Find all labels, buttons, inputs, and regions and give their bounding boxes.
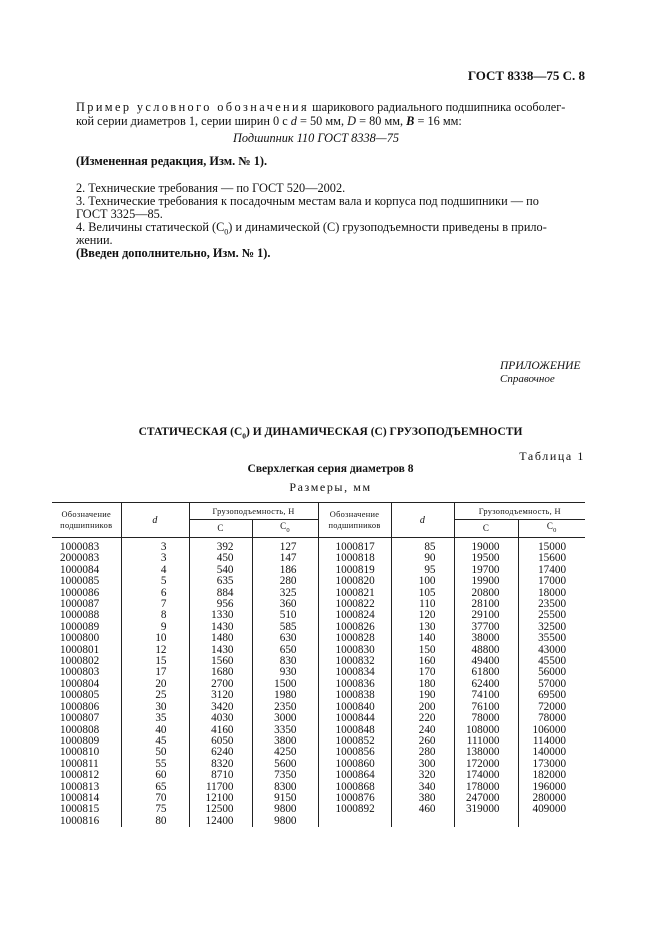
- col-header-d: d: [391, 503, 454, 538]
- cell-designation: 1000810: [60, 746, 100, 759]
- cell-d: 120: [391, 610, 454, 621]
- cell-d: 12: [121, 645, 189, 656]
- cell-c: 174000: [454, 770, 518, 781]
- cell-d: 30: [121, 702, 189, 713]
- cell-c0: 510: [252, 610, 318, 621]
- cell-designation: 1000804: [60, 677, 100, 690]
- cell-d: 340: [391, 782, 454, 793]
- cell-c: 6240: [189, 747, 252, 758]
- table-row: [52, 793, 585, 804]
- cell-d: 7: [121, 599, 189, 610]
- col-header-c: С: [454, 520, 518, 538]
- intro-text: = 50 мм,: [296, 114, 348, 128]
- subscript: 0: [242, 431, 247, 441]
- cell-c0: 43000: [518, 645, 585, 656]
- cell-c0: 360: [252, 599, 318, 610]
- cell-designation: 1000802: [60, 655, 100, 668]
- cell-d: [391, 816, 454, 827]
- cell-c: 635: [189, 576, 252, 587]
- c0-base: С: [546, 521, 554, 532]
- cell-d: 260: [391, 736, 454, 747]
- cell-d: 60: [121, 770, 189, 781]
- cell-c0: 147: [252, 553, 318, 564]
- col-header-designation: Обозначение подшипников: [318, 503, 391, 538]
- cell-d: 300: [391, 759, 454, 770]
- cell-c: 2700: [189, 679, 252, 690]
- cell-d: 35: [121, 713, 189, 724]
- cell-c: 392: [189, 538, 252, 554]
- cell-c0: 114000: [518, 736, 585, 747]
- cell-c0: 32500: [518, 622, 585, 633]
- cell-d: 380: [391, 793, 454, 804]
- cell-d: 15: [121, 656, 189, 667]
- cell-designation: 1000892: [318, 804, 391, 815]
- cell-c0: 17000: [518, 576, 585, 587]
- table-row: [52, 782, 585, 793]
- cell-designation: 1000864: [318, 770, 391, 781]
- col-header-c: С: [189, 520, 252, 538]
- cell-c: 12100: [189, 793, 252, 804]
- col-header-load: Грузоподъемность, Н: [189, 503, 318, 520]
- table-row: [52, 667, 585, 678]
- cell-c: 138000: [454, 747, 518, 758]
- cell-designation: 1000868: [318, 782, 391, 793]
- table-row: [52, 736, 585, 747]
- cell-c0: 4250: [252, 747, 318, 758]
- series-title: Сверхлегкая серия диаметров 8: [247, 463, 414, 475]
- cell-c0: 57000: [518, 679, 585, 690]
- table-row: [52, 588, 585, 599]
- table-row: [52, 565, 585, 576]
- table-row: [52, 816, 585, 827]
- table-row: [52, 770, 585, 781]
- cell-d: 8: [121, 610, 189, 621]
- cell-designation: 1000088: [60, 609, 100, 622]
- cell-designation: [318, 816, 391, 827]
- cell-designation: 1000803: [60, 666, 100, 679]
- intro-text: кой серии диаметров 1, серии ширин 0 с: [76, 114, 291, 128]
- cell-c: 11700: [189, 782, 252, 793]
- intro-text: = 80 мм,: [356, 114, 407, 128]
- cell-c: 3120: [189, 690, 252, 701]
- c0-subscript: 0: [286, 526, 290, 534]
- cell-d: 20: [121, 679, 189, 690]
- cell-c: 76100: [454, 702, 518, 713]
- cell-c0: 23500: [518, 599, 585, 610]
- cell-designation: 1000814: [60, 791, 100, 804]
- cell-designation: 1000811: [60, 757, 99, 770]
- section-title: [0, 425, 661, 443]
- cell-c: 319000: [454, 804, 518, 815]
- cell-c: 37700: [454, 622, 518, 633]
- cell-c: 20800: [454, 588, 518, 599]
- cell-d: 25: [121, 690, 189, 701]
- clause-4-text: 4. Величины статической (С: [76, 220, 225, 234]
- table-row: [52, 679, 585, 690]
- cell-c0: 186: [252, 565, 318, 576]
- cell-c: 1680: [189, 667, 252, 678]
- cell-c: 19000: [454, 538, 518, 554]
- cell-d: 9: [121, 622, 189, 633]
- cell-designation: 1000800: [60, 632, 100, 645]
- cell-d: 3: [121, 553, 189, 564]
- cell-d: 140: [391, 633, 454, 644]
- table-row: [52, 713, 585, 724]
- cell-d: 10: [121, 633, 189, 644]
- cell-d: 5: [121, 576, 189, 587]
- cell-designation: 1000086: [60, 586, 100, 599]
- cell-c: 49400: [454, 656, 518, 667]
- var-d: d: [290, 114, 297, 128]
- table-row: [52, 610, 585, 621]
- intro-line-1: [76, 100, 565, 114]
- cell-c: 178000: [454, 782, 518, 793]
- cell-d: 190: [391, 690, 454, 701]
- table-row: [52, 553, 585, 564]
- cell-designation: 1000822: [318, 599, 391, 610]
- cell-d: 4: [121, 565, 189, 576]
- intro-lead-spaced: Пример условного обозначения: [76, 100, 310, 114]
- table-row: [52, 725, 585, 736]
- table-body: [52, 538, 585, 828]
- cell-c: 19900: [454, 576, 518, 587]
- cell-c0: 9800: [252, 816, 318, 827]
- cell-c0: 140000: [518, 747, 585, 758]
- table-row: [52, 690, 585, 701]
- cell-c: 74100: [454, 690, 518, 701]
- cell-c: 6050: [189, 736, 252, 747]
- cell-d: 105: [391, 588, 454, 599]
- cell-c0: 35500: [518, 633, 585, 644]
- cell-c: 111000: [454, 736, 518, 747]
- cell-designation: 1000805: [60, 689, 100, 702]
- cell-c0: 127: [252, 538, 318, 554]
- col-header-load: Грузоподъемность, Н: [454, 503, 585, 520]
- cell-c: 1330: [189, 610, 252, 621]
- cell-c0: 930: [252, 667, 318, 678]
- c0-subscript: 0: [553, 526, 557, 534]
- cell-d: 110: [391, 599, 454, 610]
- intro-text: = 16 мм:: [414, 114, 462, 128]
- cell-c0: 78000: [518, 713, 585, 724]
- title-text: СТАТИЧЕСКАЯ (С: [138, 426, 243, 438]
- cell-c: 8320: [189, 759, 252, 770]
- cell-c0: 3000: [252, 713, 318, 724]
- cell-c0: 45500: [518, 656, 585, 667]
- clause-4-text: ) и динамической (С) грузоподъемности приведены в прило-: [228, 220, 547, 234]
- intro-line-2: [76, 114, 462, 128]
- cell-d: 100: [391, 576, 454, 587]
- cell-designation: 1000813: [60, 780, 100, 793]
- cell-d: 65: [121, 782, 189, 793]
- cell-designation: 1000815: [60, 803, 100, 816]
- c0-base: С: [280, 521, 287, 532]
- cell-designation: 1000817: [318, 538, 391, 554]
- cell-d: 80: [121, 816, 189, 827]
- cell-d: 6: [121, 588, 189, 599]
- cell-c0: 585: [252, 622, 318, 633]
- cell-c0: 1500: [252, 679, 318, 690]
- cell-c: 61800: [454, 667, 518, 678]
- cell-designation: 1000806: [60, 700, 100, 713]
- cell-designation: 1000089: [60, 620, 100, 633]
- col-header-d: d: [121, 503, 189, 538]
- cell-c0: 3350: [252, 725, 318, 736]
- cell-d: 70: [121, 793, 189, 804]
- appendix-kind: Справочное: [500, 373, 555, 385]
- cell-c: 28100: [454, 599, 518, 610]
- cell-designation: 1000801: [60, 643, 100, 656]
- running-header: ГОСТ 8338—75 С. 8: [467, 68, 585, 83]
- cell-d: 460: [391, 804, 454, 815]
- cell-c: 956: [189, 599, 252, 610]
- cell-designation: 1000807: [60, 712, 100, 725]
- table-row: [52, 576, 585, 587]
- cell-c0: 182000: [518, 770, 585, 781]
- table-row: [52, 759, 585, 770]
- cell-d: 17: [121, 667, 189, 678]
- cell-c: 48800: [454, 645, 518, 656]
- table-row: [52, 747, 585, 758]
- cell-c: 29100: [454, 610, 518, 621]
- cell-d: 160: [391, 656, 454, 667]
- designation-example: Подшипник 110 ГОСТ 8338—75: [233, 131, 400, 145]
- cell-c0: [518, 816, 585, 827]
- cell-designation: 1000820: [318, 576, 391, 587]
- cell-c0: 3800: [252, 736, 318, 747]
- cell-designation: 1000085: [60, 575, 100, 588]
- load-rating-table: [52, 502, 585, 827]
- table-row: [52, 622, 585, 633]
- cell-c0: 325: [252, 588, 318, 599]
- cell-d: 75: [121, 804, 189, 815]
- cell-c: 108000: [454, 725, 518, 736]
- cell-c0: 7350: [252, 770, 318, 781]
- cell-c: 78000: [454, 713, 518, 724]
- cell-c: 38000: [454, 633, 518, 644]
- table-row: [52, 538, 585, 554]
- cell-designation: 1000083: [60, 541, 100, 553]
- dimensions-caption: Размеры, мм: [289, 480, 372, 494]
- table-row: [52, 656, 585, 667]
- cell-c: 884: [189, 588, 252, 599]
- cell-c: 247000: [454, 793, 518, 804]
- cell-designation: 1000087: [60, 598, 100, 611]
- cell-d: 3: [121, 538, 189, 554]
- cell-d: 55: [121, 759, 189, 770]
- var-B: B: [406, 114, 415, 128]
- cell-designation: 1000832: [318, 656, 391, 667]
- cell-d: 280: [391, 747, 454, 758]
- cell-c: 3420: [189, 702, 252, 713]
- table-row: [52, 702, 585, 713]
- cell-designation: 1000816: [60, 814, 100, 827]
- clause-3-line-2: ГОСТ 3325—85.: [76, 207, 163, 221]
- table-row: [52, 645, 585, 656]
- cell-designation: 1000838: [318, 690, 391, 701]
- cell-c: 1560: [189, 656, 252, 667]
- table-row: [52, 633, 585, 644]
- addition-note: (Введен дополнительно, Изм. № 1).: [76, 246, 271, 260]
- cell-d: 150: [391, 645, 454, 656]
- cell-designation: 1000844: [318, 713, 391, 724]
- cell-c: 540: [189, 565, 252, 576]
- title-text: ) И ДИНАМИЧЕСКАЯ (С) ГРУЗОПОДЪЕМНОСТИ: [246, 426, 523, 438]
- cell-designation: 1000821: [318, 588, 391, 599]
- cell-d: 200: [391, 702, 454, 713]
- cell-d: 95: [391, 565, 454, 576]
- cell-c0: 830: [252, 656, 318, 667]
- cell-c0: 8300: [252, 782, 318, 793]
- clause-2: 2. Технические требования — по ГОСТ 520—2002.: [76, 181, 346, 195]
- appendix-label: ПРИЛОЖЕНИЕ: [500, 360, 581, 372]
- cell-c0: 15600: [518, 553, 585, 564]
- cell-c0: 5600: [252, 759, 318, 770]
- cell-d: 320: [391, 770, 454, 781]
- cell-d: 240: [391, 725, 454, 736]
- cell-c0: 17400: [518, 565, 585, 576]
- cell-designation: 1000836: [318, 679, 391, 690]
- cell-designation: 1000809: [60, 734, 100, 747]
- cell-c: 4030: [189, 713, 252, 724]
- cell-c: 4160: [189, 725, 252, 736]
- cell-designation: 1000826: [318, 622, 391, 633]
- intro-line-1-rest: шарикового радиального подшипника особолег-: [309, 100, 566, 114]
- cell-c0: 25500: [518, 610, 585, 621]
- cell-c: [454, 816, 518, 827]
- cell-c0: 9800: [252, 804, 318, 815]
- cell-d: 90: [391, 553, 454, 564]
- cell-designation: 1000876: [318, 793, 391, 804]
- cell-designation: 1000818: [318, 553, 391, 564]
- cell-c: 172000: [454, 759, 518, 770]
- col-header-c0: [518, 520, 585, 538]
- cell-designation: 2000083: [60, 552, 100, 565]
- cell-c0: 18000: [518, 588, 585, 599]
- table-row: [52, 804, 585, 815]
- cell-designation: 1000860: [318, 759, 391, 770]
- table-row: [52, 599, 585, 610]
- cell-d: 130: [391, 622, 454, 633]
- cell-designation: 1000830: [318, 645, 391, 656]
- cell-c0: 9150: [252, 793, 318, 804]
- cell-d: 170: [391, 667, 454, 678]
- cell-c: 19700: [454, 565, 518, 576]
- cell-c0: 56000: [518, 667, 585, 678]
- cell-designation: 1000856: [318, 747, 391, 758]
- cell-c: 12400: [189, 816, 252, 827]
- table-label: Таблица 1: [519, 449, 585, 463]
- col-header-designation: Обозначение подшипников: [52, 503, 121, 538]
- cell-c0: 196000: [518, 782, 585, 793]
- cell-designation: 1000834: [318, 667, 391, 678]
- cell-designation: 1000848: [318, 725, 391, 736]
- cell-designation: 1000812: [60, 769, 100, 782]
- cell-c0: 409000: [518, 804, 585, 815]
- cell-d: 85: [391, 538, 454, 554]
- cell-c0: 280000: [518, 793, 585, 804]
- amendment-note: (Измененная редакция, Изм. № 1).: [76, 154, 268, 168]
- clause-4-line-2: жении.: [76, 233, 113, 247]
- var-D: D: [347, 114, 356, 128]
- cell-c0: 173000: [518, 759, 585, 770]
- cell-c0: 650: [252, 645, 318, 656]
- cell-c: 62400: [454, 679, 518, 690]
- cell-c: 1480: [189, 633, 252, 644]
- cell-d: 50: [121, 747, 189, 758]
- col-header-c0: [252, 520, 318, 538]
- cell-d: 45: [121, 736, 189, 747]
- cell-c: 450: [189, 553, 252, 564]
- clause-3-line-1: 3. Технические требования к посадочным местам вала и корпуса под подшипники — по: [76, 194, 539, 208]
- cell-c0: 15000: [518, 538, 585, 554]
- cell-designation: 1000808: [60, 723, 100, 736]
- cell-c: 8710: [189, 770, 252, 781]
- cell-c: 1430: [189, 645, 252, 656]
- clause-4-line-1: [76, 220, 547, 239]
- cell-c0: 106000: [518, 725, 585, 736]
- cell-designation: 1000084: [60, 563, 100, 576]
- cell-designation: 1000828: [318, 633, 391, 644]
- cell-c0: 2350: [252, 702, 318, 713]
- cell-d: 40: [121, 725, 189, 736]
- cell-c0: 69500: [518, 690, 585, 701]
- cell-designation: 1000852: [318, 736, 391, 747]
- cell-designation: 1000819: [318, 565, 391, 576]
- subscript: 0: [224, 227, 229, 237]
- cell-designation: 1000824: [318, 610, 391, 621]
- cell-c: 19500: [454, 553, 518, 564]
- cell-c0: 630: [252, 633, 318, 644]
- cell-d: 180: [391, 679, 454, 690]
- cell-d: 220: [391, 713, 454, 724]
- cell-c0: 280: [252, 576, 318, 587]
- cell-c0: 1980: [252, 690, 318, 701]
- cell-c: 1430: [189, 622, 252, 633]
- cell-designation: 1000840: [318, 702, 391, 713]
- cell-c: 12500: [189, 804, 252, 815]
- cell-c0: 72000: [518, 702, 585, 713]
